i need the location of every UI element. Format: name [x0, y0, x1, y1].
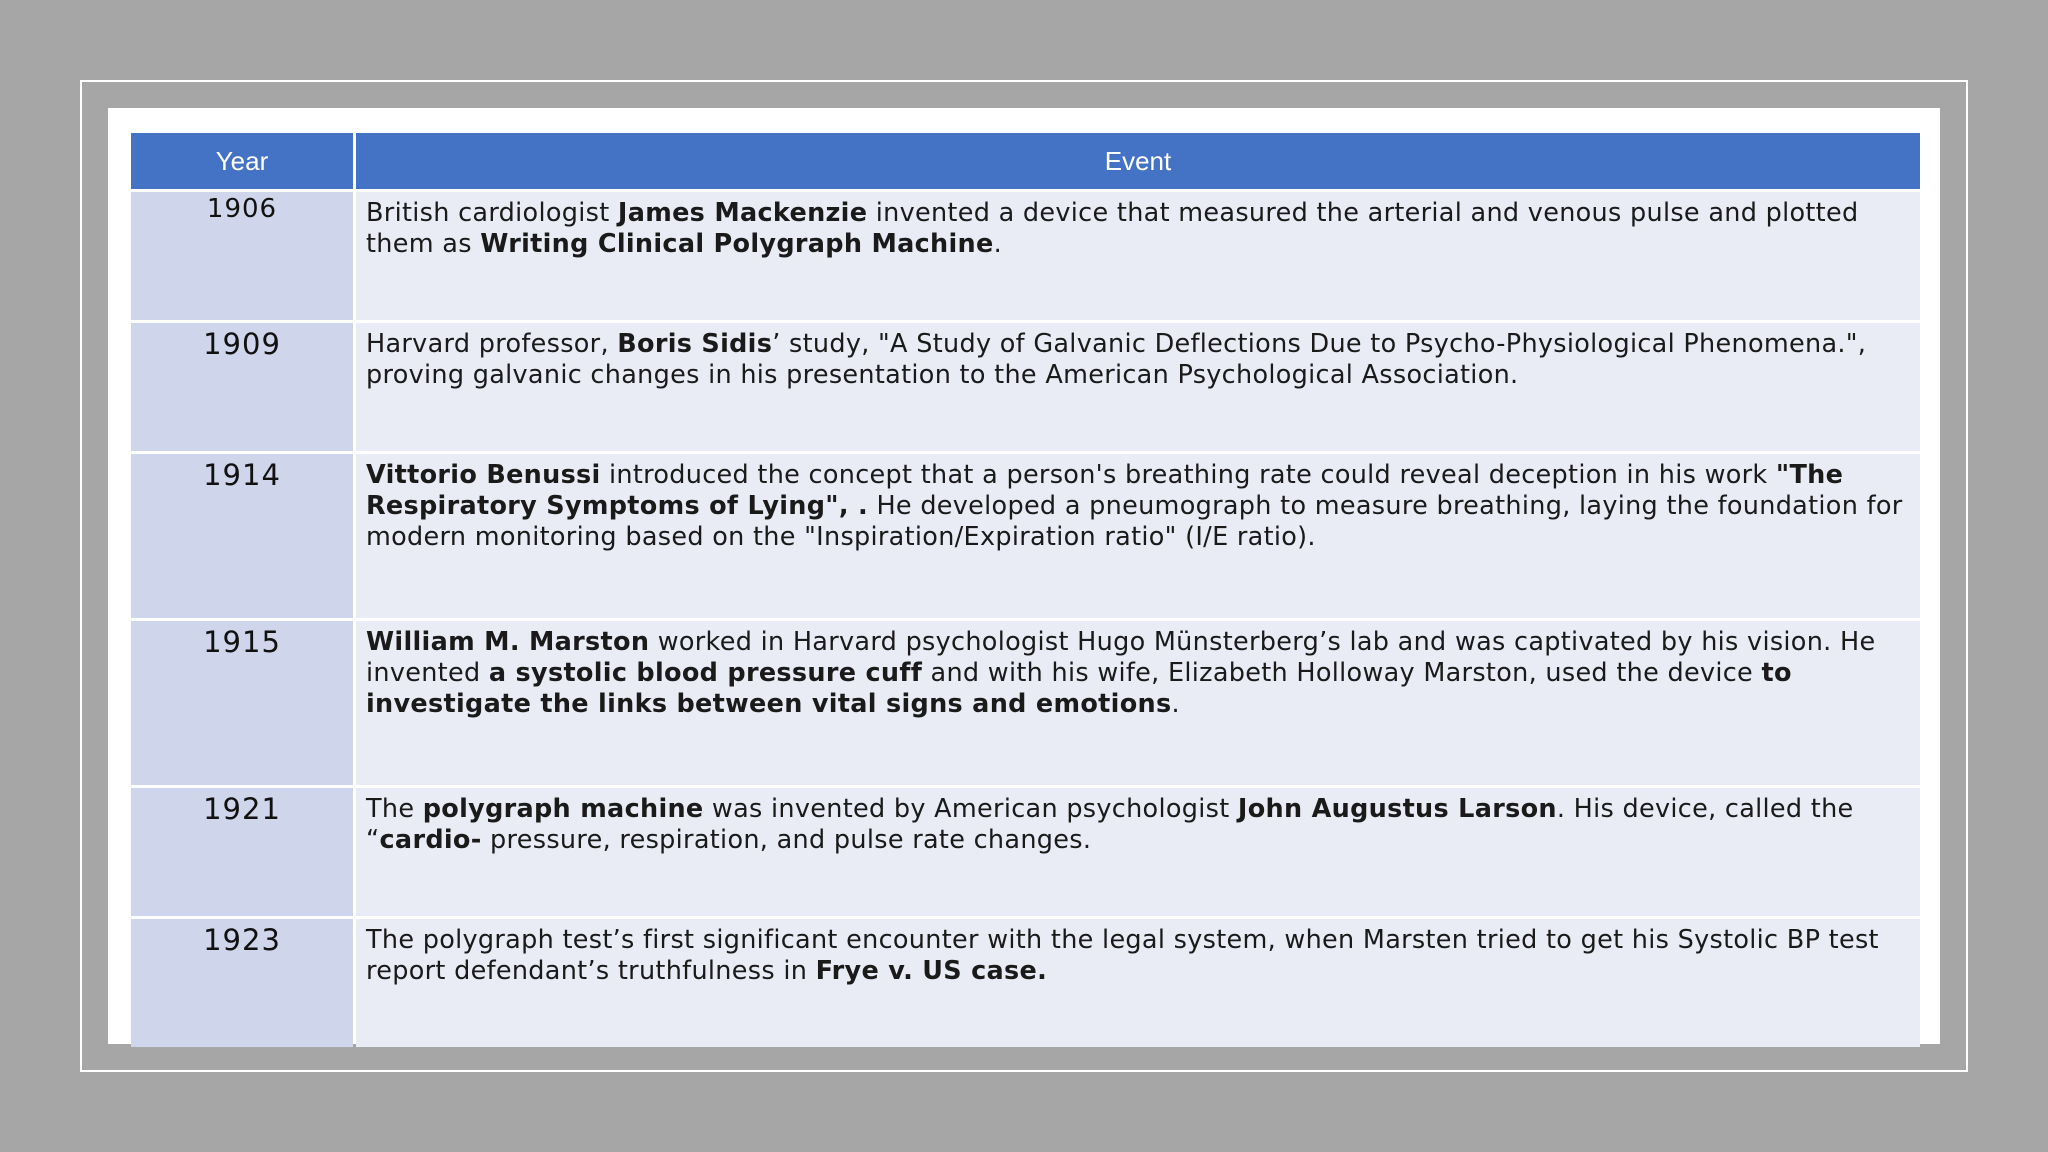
- event-text: introduced the concept that a person's breathing rate could reveal deception in his work: [600, 460, 1776, 490]
- table-row: [131, 192, 1920, 320]
- table-row: [131, 323, 1920, 451]
- table-row: [131, 788, 1920, 916]
- header-year: Year: [131, 133, 353, 189]
- event-text-bold: "The Respiratory Symptoms of Lying", .: [366, 460, 1844, 521]
- event-cell: [356, 192, 1920, 320]
- event-text-bold: John Augustus Larson: [1237, 794, 1557, 824]
- event-cell: [356, 621, 1920, 785]
- event-cell: [356, 788, 1920, 916]
- event-text-bold: Vittorio Benussi: [366, 460, 601, 490]
- year-cell: 1909: [131, 323, 353, 451]
- year-cell: 1914: [131, 454, 353, 618]
- event-text: and with his wife, Elizabeth Holloway Marston, used the device: [922, 658, 1762, 688]
- event-text: .: [993, 229, 1003, 259]
- event-text-bold: William M. Marston: [366, 627, 650, 657]
- event-text: was invented by American psychologist: [703, 794, 1238, 824]
- event-text-bold: James Mackenzie: [617, 198, 868, 228]
- header-event: Event: [356, 133, 1920, 189]
- event-text-bold: to investigate the links between vital signs and emotions: [366, 658, 1792, 719]
- year-cell: 1906: [131, 192, 353, 320]
- event-text-bold: a systolic blood pressure cuff: [488, 658, 923, 688]
- slide: [108, 108, 1940, 1044]
- event-text: The: [366, 794, 423, 824]
- header-row: [131, 133, 1920, 189]
- event-text: He developed a pneumograph to measure breathing, laying the foundation for modern monitoring based on the "Inspiration/Expiration ratio" (I/E ratio).: [366, 491, 1903, 552]
- event-text-bold: Boris Sidis: [617, 329, 773, 359]
- event-text: ’ study, "A Study of Galvanic Deflections Due to Psycho-Physiological Phenomena.", proving galvanic changes in his presentation to the American Psychological Association.: [366, 329, 1867, 390]
- table-row: [131, 454, 1920, 618]
- event-text: pressure, respiration, and pulse rate changes.: [481, 825, 1092, 855]
- timeline-table: [128, 130, 1923, 1050]
- year-cell: 1915: [131, 621, 353, 785]
- event-cell: [356, 323, 1920, 451]
- event-text: Harvard professor,: [366, 329, 618, 359]
- event-cell: [356, 454, 1920, 618]
- event-text-bold: polygraph machine: [422, 794, 704, 824]
- event-text-bold: Writing Clinical Polygraph Machine: [480, 229, 994, 259]
- event-text: . His device, called the “: [366, 794, 1854, 855]
- table-row: [131, 919, 1920, 1047]
- event-text: British cardiologist: [366, 198, 618, 228]
- event-text: .: [1171, 689, 1180, 719]
- year-cell: 1923: [131, 919, 353, 1047]
- event-text-bold: Frye v. US case.: [815, 956, 1048, 986]
- table-row: [131, 621, 1920, 785]
- year-cell: 1921: [131, 788, 353, 916]
- event-text: worked in Harvard psychologist Hugo Münsterberg’s lab and was captivated by his vision. He invented: [366, 627, 1876, 688]
- event-text-bold: cardio-: [379, 825, 482, 855]
- event-text: The polygraph test’s first significant encounter with the legal system, when Marsten tried to get his Systolic BP test report defendant’s truthfulness in: [366, 925, 1879, 986]
- event-text: invented a device that measured the arterial and venous pulse and plotted them as: [366, 198, 1859, 259]
- event-cell: [356, 919, 1920, 1047]
